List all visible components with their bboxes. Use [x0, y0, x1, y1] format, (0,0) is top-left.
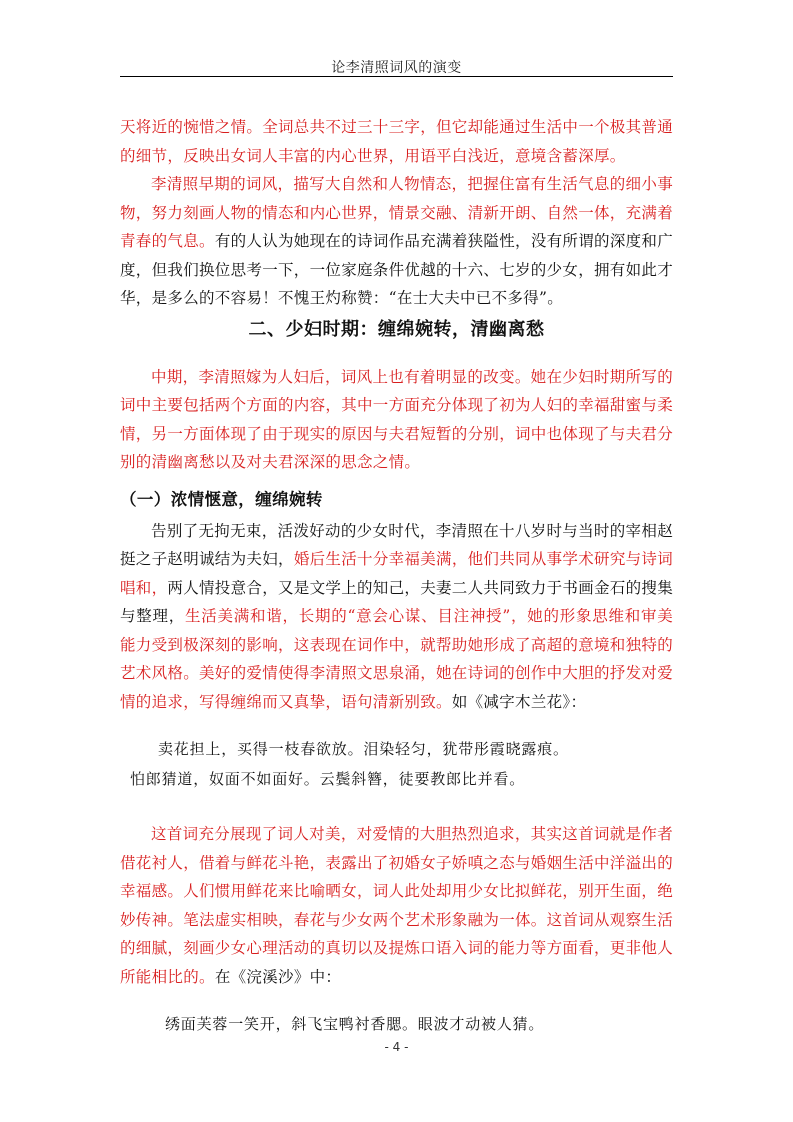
paragraph-4: [120, 517, 673, 717]
paragraph-2: [120, 170, 673, 313]
spacer: [120, 794, 673, 820]
page-body: [120, 113, 673, 1039]
running-header-title: 论李清照词风的演变: [331, 60, 462, 76]
poem-1-line-2: 怕郎猜道，奴面不如面好。云鬓斜簪，徒要教郎比并看。: [130, 770, 526, 788]
page-number: - 4 -: [384, 1040, 409, 1054]
paragraph-4-red-text-2: 生活美满和谐，长期的“意会心谋、目注神授”，她的形象思维和审美能力受到极深刻的影响，这表现在词作中，就帮助她形成了高超的意境和独特的艺术风格。美好的爱情使得李清照文思泉涌，她在诗词的创作中大胆的抒发对爱情的追求，写得缠绵而又真挚，语句清新别致。: [120, 607, 674, 711]
paragraph-4-red-text-1: 婚后生活十分幸福美满，他们共同从事学术研究与诗词唱和，: [120, 550, 674, 597]
spacer: [120, 991, 673, 1009]
paragraph-4-black-text-2: 两人情投意合，又是文学上的知己，夫妻二人共同致力于书画金石的搜集与整理，: [120, 578, 674, 625]
paragraph-1: 天将近的惋惜之情。全词总共不过三十三字，但它却能通过生活中一个极其普通的细节，反映出女词人丰富的内心世界，用语平白浅近，意境含蓄深厚。: [120, 118, 674, 165]
poem-2-line-1: 绣面芙蓉一笑开，斜飞宝鸭衬香腮。眼波才动被人猜。: [165, 1015, 545, 1033]
poem-1-line-1: 卖花担上，买得一枝春欲放。泪染轻匀，犹带彤霞晓露痕。: [158, 740, 569, 758]
paragraph-5-red-text: 这首词充分展现了词人对美，对爱情的大胆热烈追求，其实这首词就是作者借花衬人，借着与鲜花斗艳，表露出了初婚女子娇嗔之态与婚姻生活中洋溢出的幸福感。人们惯用鲜花来比喻晒女，词人此处却用少女比拟鲜花，别开生面，绝妙传神。笔法虚实相映，春花与少女两个艺术形象融为一体。这首词从观察生活的细腻，刻画少女心理活动的真切以及提炼口语入词的能力等方面看，更非他人所能相比的。: [120, 825, 674, 986]
paragraph-5: [120, 820, 673, 991]
spacer: [120, 716, 673, 734]
section-heading-2: 二、少妇时期：缠绵婉转，清幽离愁: [248, 318, 545, 340]
paragraph-5-black-text: 在《浣溪沙》中：: [214, 967, 342, 986]
paragraph-4-black-text-1: 告别了无拘无束，活泼好动的少女时代，李清照在十八岁时与当时的宰相赵挺之子赵明诚结为夫妇，: [120, 521, 673, 568]
spacer: [120, 345, 673, 363]
paragraph-4-black-text-3: 如《减字木兰花》：: [451, 692, 587, 711]
subsection-heading-1: （一）浓情惬意，缠绵婉转: [120, 489, 323, 509]
header-rule: [120, 76, 673, 77]
paragraph-3: 中期，李清照嫁为人妇后，词风上也有着明显的改变。她在少妇时期所写的词中主要包括两个方面的内容，其中一方面充分体现了初为人妇的幸福甜蜜与柔情，另一方面体现了由于现实的原因与夫君短暂的分别，词中也体现了与夫君分别的清幽离愁以及对夫君深深的思念之情。: [120, 367, 674, 471]
paragraph-2-black-text: 有的人认为她现在的诗词作品充满着狭隘性，没有所谓的深度和广度，但我们换位思考一下，一位家庭条件优越的十六、七岁的少女，拥有如此才华，是多么的不容易！不愧王灼称赞：“在士大夫中已不多得”。: [120, 232, 674, 307]
paragraph-2-red-text: 李清照早期的词风，描写大自然和人物情态，把握住富有生活气息的细小事物，努力刻画人物的情态和内心世界，情景交融、清新开朗、自然一体，充满着青春的气息。: [120, 175, 674, 250]
